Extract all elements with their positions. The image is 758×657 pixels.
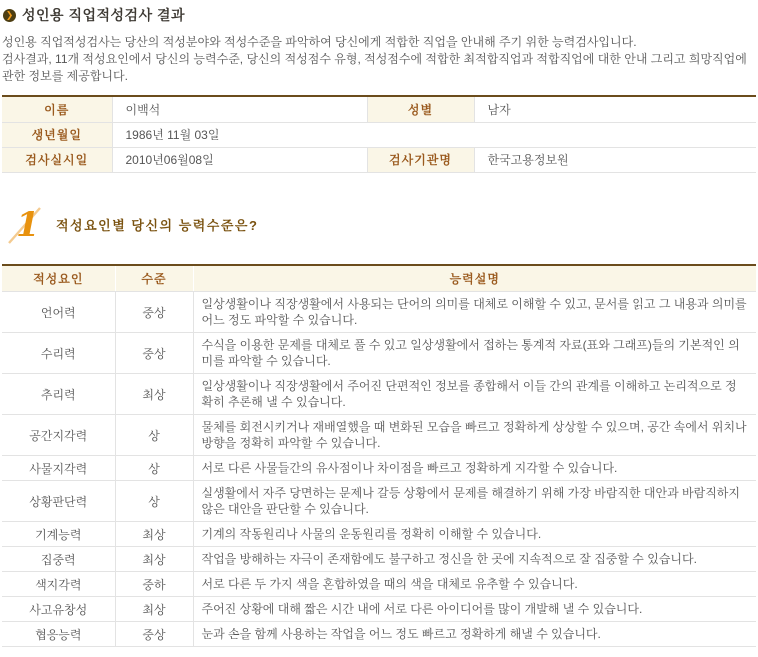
aptitude-table xyxy=(2,266,756,648)
header-level: 수준 xyxy=(115,266,193,292)
section-title: 적성요인별 당신의 능력수준은? xyxy=(56,218,259,233)
table-row xyxy=(2,522,756,547)
agency-value: 한국고용정보원 xyxy=(474,147,756,172)
table-row xyxy=(2,597,756,622)
cell-level: 상 xyxy=(115,415,193,456)
profile-row-name-gender xyxy=(2,97,756,122)
agency-label: 검사기관명 xyxy=(367,147,474,172)
intro-paragraph xyxy=(2,34,756,85)
aptitude-header-row xyxy=(2,266,756,292)
profile-table-container xyxy=(2,95,756,173)
name-value: 이백석 xyxy=(112,97,367,122)
cell-description: 작업을 방해하는 자극이 존재함에도 불구하고 정신을 한 곳에 지속적으로 잘 집중할 수 있습니다. xyxy=(193,547,756,572)
cell-description: 서로 다른 사물들간의 유사점이나 차이점을 빠르고 정확하게 지각할 수 있습니다. xyxy=(193,456,756,481)
page-title: 성인용 직업적성검사 결과 xyxy=(22,7,186,23)
table-row xyxy=(2,481,756,522)
table-row xyxy=(2,547,756,572)
bullet-arrow-icon: ❯ xyxy=(3,9,16,22)
cell-factor: 기계능력 xyxy=(2,522,115,547)
cell-description: 수식을 이용한 문제를 대체로 풀 수 있고 일상생활에서 접하는 통계적 자료(표와 그래프)들의 기본적인 의미를 파악할 수 있습니다. xyxy=(193,333,756,374)
cell-description: 주어진 상황에 대해 짧은 시간 내에 서로 다른 아이디어를 많이 개발해 낼 수 있습니다. xyxy=(193,597,756,622)
cell-factor: 사고유창성 xyxy=(2,597,115,622)
cell-factor: 협응능력 xyxy=(2,622,115,647)
cell-description: 일상생활이나 직장생활에서 주어진 단편적인 정보를 종합해서 이들 간의 관계를 이해하고 논리적으로 정확히 추론해 낼 수 있습니다. xyxy=(193,374,756,415)
cell-level: 중상 xyxy=(115,333,193,374)
table-row xyxy=(2,456,756,481)
table-row xyxy=(2,292,756,333)
cell-factor: 색지각력 xyxy=(2,572,115,597)
cell-description: 눈과 손을 함께 사용하는 작업을 어느 정도 빠르고 정확하게 해낼 수 있습니다. xyxy=(193,622,756,647)
cell-level: 중상 xyxy=(115,292,193,333)
cell-description: 실생활에서 자주 당면하는 문제나 갈등 상황에서 문제를 해결하기 위해 가장 바람직한 대안과 바람직하지 않은 대안을 판단할 수 있습니다. xyxy=(193,481,756,522)
cell-description: 일상생활이나 직장생활에서 사용되는 단어의 의미를 대체로 이해할 수 있고, 문서를 읽고 그 내용과 의미를 어느 정도 파악할 수 있습니다. xyxy=(193,292,756,333)
table-row xyxy=(2,374,756,415)
cell-description: 기계의 작동원리나 사물의 운동원리를 정확히 이해할 수 있습니다. xyxy=(193,522,756,547)
cell-level: 중하 xyxy=(115,572,193,597)
gender-label: 성별 xyxy=(367,97,474,122)
cell-factor: 언어력 xyxy=(2,292,115,333)
table-row xyxy=(2,622,756,647)
cell-factor: 수리력 xyxy=(2,333,115,374)
aptitude-table-container xyxy=(2,264,756,648)
section-heading xyxy=(2,203,756,247)
birth-value: 1986년 11월 03일 xyxy=(112,122,756,147)
cell-description: 물체를 회전시키거나 재배열했을 때 변화된 모습을 빠르고 정확하게 상상할 수 있으며, 공간 속에서 위치나 방향을 정확히 파악할 수 있습니다. xyxy=(193,415,756,456)
cell-level: 최상 xyxy=(115,547,193,572)
table-row xyxy=(2,572,756,597)
test-date-label: 검사실시일 xyxy=(2,147,112,172)
cell-level: 중상 xyxy=(115,622,193,647)
intro-line-2: 검사결과, 11개 적성요인에서 당신의 능력수준, 당신의 적성점수 유형, 적성점수에 적합한 최적합직업과 적합직업에 대한 안내 그리고 희망직업에 관한 정보를 제공합니다. xyxy=(2,52,747,83)
cell-factor: 상황판단력 xyxy=(2,481,115,522)
page-header xyxy=(2,5,756,25)
cell-description: 서로 다른 두 가지 색을 혼합하였을 때의 색을 대체로 유추할 수 있습니다. xyxy=(193,572,756,597)
cell-level: 최상 xyxy=(115,374,193,415)
profile-row-birth xyxy=(2,122,756,147)
aptitude-table-body xyxy=(2,292,756,647)
header-description: 능력설명 xyxy=(193,266,756,292)
table-row xyxy=(2,333,756,374)
cell-factor: 사물지각력 xyxy=(2,456,115,481)
name-label: 이름 xyxy=(2,97,112,122)
test-date-value: 2010년06월08일 xyxy=(112,147,367,172)
cell-level: 최상 xyxy=(115,597,193,622)
cell-factor: 추리력 xyxy=(2,374,115,415)
cell-level: 최상 xyxy=(115,522,193,547)
profile-table xyxy=(2,97,756,173)
birth-label: 생년월일 xyxy=(2,122,112,147)
cell-factor: 집중력 xyxy=(2,547,115,572)
cell-level: 상 xyxy=(115,456,193,481)
cell-level: 상 xyxy=(115,481,193,522)
cell-factor: 공간지각력 xyxy=(2,415,115,456)
gender-value: 남자 xyxy=(474,97,756,122)
profile-row-testdate-agency xyxy=(2,147,756,172)
intro-line-1: 성인용 직업적성검사는 당산의 적성분야와 적성수준을 파악하여 당신에게 적합한 직업을 안내해 주기 위한 능력검사입니다. xyxy=(2,35,637,49)
section-number-icon xyxy=(7,204,43,246)
table-row xyxy=(2,415,756,456)
section-number: 1 xyxy=(16,204,40,245)
header-factor: 적성요인 xyxy=(2,266,115,292)
